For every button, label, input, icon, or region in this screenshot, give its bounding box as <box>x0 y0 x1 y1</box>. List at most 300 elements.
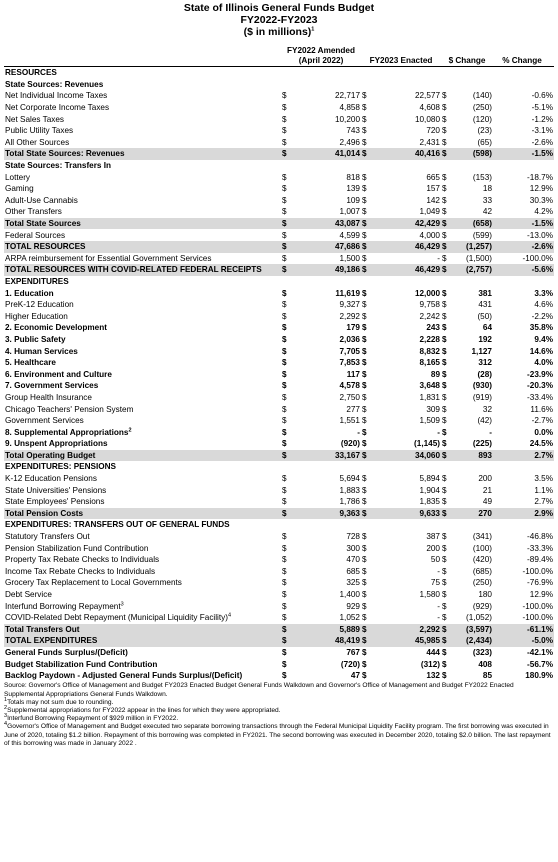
fy2022-value: 685 <box>346 566 360 576</box>
total-row <box>4 508 554 520</box>
change-value: (153) <box>472 172 492 182</box>
change-value: (140) <box>472 91 492 101</box>
pct-change-value: -2.6% <box>493 241 554 253</box>
table-row <box>4 392 554 404</box>
dollar-sign: $ <box>362 601 367 611</box>
fy2023-value: 4,608 <box>419 103 440 113</box>
table-row <box>4 496 554 508</box>
fy2022-value: 300 <box>346 543 360 553</box>
fy2023-value <box>375 67 441 79</box>
change-value <box>453 276 493 288</box>
change-value: (599) <box>472 230 492 240</box>
dollar-sign: $ <box>442 126 447 136</box>
dollar-sign: $ <box>362 323 367 333</box>
change-value: 270 <box>453 508 493 520</box>
change-value: 200 <box>478 474 492 484</box>
pct-change-value: 3.5% <box>534 474 553 484</box>
pct-change-value: 180.9% <box>525 671 553 681</box>
section-header-row <box>4 160 554 172</box>
table-row <box>4 531 554 543</box>
fy2022-value <box>295 67 361 79</box>
dollar-sign: $ <box>281 264 295 276</box>
dollar-sign: $ <box>442 91 447 101</box>
dollar-sign: $ <box>282 485 287 495</box>
fy2023-value <box>375 276 441 288</box>
dollar-sign: $ <box>362 126 367 136</box>
dollar-sign: $ <box>361 450 375 462</box>
fy2022-value <box>295 160 361 172</box>
table-row <box>4 368 554 380</box>
change-value: 893 <box>453 450 493 462</box>
dollar-sign: $ <box>362 300 367 310</box>
table-row <box>4 380 554 392</box>
row-label: 3. Public Safety <box>5 334 66 344</box>
dollar-sign: $ <box>282 253 287 263</box>
row-label: Total State Sources <box>4 218 281 230</box>
pct-change-value: 2.7% <box>493 450 554 462</box>
fy2022-value: 49,186 <box>295 264 361 276</box>
table-row <box>4 171 554 183</box>
fy2022-value: 2,292 <box>339 311 360 321</box>
row-label: Adult-Use Cannabis <box>5 195 78 205</box>
row-label: Debt Service <box>5 590 52 600</box>
dollar-sign: $ <box>282 601 287 611</box>
fy2022-value <box>295 519 361 531</box>
dollar-sign: $ <box>442 485 447 495</box>
change-value: (2,434) <box>453 635 493 647</box>
change-value: (50) <box>477 311 492 321</box>
dollar-sign: $ <box>441 635 453 647</box>
pct-change-value: -61.1% <box>493 624 554 636</box>
footnote-1: $^1$Totals may not sum due to rounding. <box>4 696 114 706</box>
pct-change-value: -100.0% <box>522 253 553 263</box>
change-value: (929) <box>472 601 492 611</box>
table-row <box>4 670 554 682</box>
table-row <box>4 426 554 438</box>
row-label: Net Individual Income Taxes <box>5 91 108 101</box>
fy2023-value: 5,894 <box>419 474 440 484</box>
fy2022-value: 9,363 <box>295 508 361 520</box>
dollar-sign: $ <box>441 450 453 462</box>
row-label: Higher Education <box>5 311 68 321</box>
table-row <box>4 345 554 357</box>
dollar-sign: $ <box>442 207 447 217</box>
fy2023-value: - <box>437 613 440 623</box>
dollar-sign: $ <box>282 532 287 542</box>
change-value: 192 <box>478 334 492 344</box>
pct-change-value: -89.4% <box>527 555 553 565</box>
fy2023-value: 34,060 <box>375 450 441 462</box>
fy2022-value: 325 <box>346 578 360 588</box>
dollar-sign: $ <box>282 288 287 298</box>
table-row <box>4 357 554 369</box>
row-label: Other Transfers <box>5 207 62 217</box>
dollar-sign: $ <box>282 114 287 124</box>
dollar-sign: $ <box>362 172 367 182</box>
pct-change-value: -100.0% <box>522 601 553 611</box>
pct-change-value: 30.3% <box>529 195 553 205</box>
dollar-sign: $ <box>442 381 447 391</box>
fy2022-value: (920) <box>340 439 360 449</box>
dollar-sign: $ <box>441 241 453 253</box>
dollar-sign <box>281 160 295 172</box>
fy2023-value: 8,165 <box>419 358 440 368</box>
dollar-sign: $ <box>361 148 375 160</box>
column-header-pct-change: % Change <box>502 55 542 65</box>
fy2023-value: (1,145) <box>414 439 440 449</box>
row-label: Interfund Borrowing Repayment$^3$ <box>5 600 124 611</box>
dollar-sign: $ <box>362 392 367 402</box>
dollar-sign: $ <box>442 590 447 600</box>
dollar-sign: $ <box>362 578 367 588</box>
dollar-sign <box>441 461 453 473</box>
dollar-sign: $ <box>441 508 453 520</box>
dollar-sign: $ <box>441 624 453 636</box>
change-value <box>453 519 493 531</box>
dollar-sign: $ <box>362 381 367 391</box>
table-row <box>4 612 554 624</box>
fy2023-value: 22,577 <box>414 91 440 101</box>
dollar-sign: $ <box>362 253 367 263</box>
fy2023-value: 40,416 <box>375 148 441 160</box>
row-label: TOTAL RESOURCES WITH COVID-RELATED FEDERAL RECEIPTS <box>4 264 281 276</box>
table-row <box>4 577 554 589</box>
dollar-sign: $ <box>282 230 287 240</box>
row-label: 2. Economic Development <box>5 323 107 333</box>
table-row <box>4 299 554 311</box>
fy2022-value <box>295 79 361 91</box>
dollar-sign: $ <box>442 311 447 321</box>
dollar-sign: $ <box>362 288 367 298</box>
source-note: Source: Governor's Office of Management and Budget FY2023 Enacted Budget General Funds Walkdown and Governor's Office of Management and Budget FY2022 Enacted Supplemental Appropriations General Funds Walkdown. <box>4 682 514 698</box>
dollar-sign <box>361 519 375 531</box>
document-title <box>4 2 554 38</box>
dollar-sign: $ <box>282 369 287 379</box>
fy2023-value: - <box>437 601 440 611</box>
fy2022-value: 179 <box>346 323 360 333</box>
change-value <box>453 461 493 473</box>
dollar-sign: $ <box>442 288 447 298</box>
table-row <box>4 322 554 334</box>
row-label: State Sources: Transfers In <box>5 161 112 171</box>
dollar-sign: $ <box>442 172 447 182</box>
table-row <box>4 195 554 207</box>
dollar-sign: $ <box>281 635 295 647</box>
dollar-sign: $ <box>362 474 367 484</box>
dollar-sign: $ <box>442 369 447 379</box>
pct-change-value: 11.6% <box>530 404 553 414</box>
table-row <box>4 554 554 566</box>
dollar-sign: $ <box>362 532 367 542</box>
pct-change-value: -1.5% <box>493 148 554 160</box>
pct-change-value: -0.6% <box>531 91 553 101</box>
dollar-sign: $ <box>362 647 367 657</box>
row-label: EXPENDITURES <box>5 276 69 286</box>
fy2023-value: 720 <box>426 126 440 136</box>
fy2022-value <box>295 461 361 473</box>
fy2023-value: 1,835 <box>419 497 440 507</box>
row-label: 5. Healthcare <box>5 358 56 368</box>
change-value: (930) <box>472 381 492 391</box>
fy2022-value: 767 <box>346 647 360 657</box>
dollar-sign: $ <box>282 497 287 507</box>
dollar-sign: $ <box>282 404 287 414</box>
table-row <box>4 137 554 149</box>
pct-change-value: -5.1% <box>531 103 553 113</box>
change-value: 85 <box>482 671 492 681</box>
fy2022-value: 2,036 <box>339 334 360 344</box>
table-row <box>4 589 554 601</box>
dollar-sign: $ <box>282 566 287 576</box>
row-label: Chicago Teachers' Pension System <box>5 404 134 414</box>
dollar-sign <box>361 160 375 172</box>
pct-change-value: 4.6% <box>534 300 553 310</box>
dollar-sign: $ <box>442 358 447 368</box>
table-row <box>4 90 554 102</box>
dollar-sign: $ <box>442 300 447 310</box>
pct-change-value: 3.3% <box>534 288 553 298</box>
row-label: Property Tax Rebate Checks to Individuals <box>5 555 160 565</box>
pct-change-value: -33.4% <box>527 392 553 402</box>
dollar-sign: $ <box>442 659 447 669</box>
fy2023-value: 9,758 <box>419 300 440 310</box>
fy2022-value: 48,419 <box>295 635 361 647</box>
dollar-sign: $ <box>362 497 367 507</box>
pct-change-value <box>493 67 554 79</box>
dollar-sign: $ <box>282 103 287 113</box>
row-label: Group Health Insurance <box>5 392 92 402</box>
dollar-sign: $ <box>282 137 287 147</box>
dollar-sign: $ <box>282 613 287 623</box>
fy2022-value: 5,694 <box>339 474 360 484</box>
fy2023-value: 1,831 <box>419 392 440 402</box>
fy2022-value: 47 <box>350 671 360 681</box>
dollar-sign: $ <box>281 624 295 636</box>
fy2023-value: - <box>437 427 440 437</box>
pct-change-value: -100.0% <box>522 613 553 623</box>
change-value: (3,597) <box>453 624 493 636</box>
table-row <box>4 484 554 496</box>
change-value: 64 <box>482 323 492 333</box>
dollar-sign: $ <box>282 474 287 484</box>
fy2022-value: 728 <box>346 532 360 542</box>
dollar-sign: $ <box>442 253 447 263</box>
row-label: Backlog Paydown - Adjusted General Funds Surplus/(Deficit) <box>5 671 243 681</box>
fy2023-value: 243 <box>426 323 440 333</box>
fy2023-value: 46,429 <box>375 241 441 253</box>
fy2023-value <box>375 461 441 473</box>
section-header-row <box>4 79 554 91</box>
fy2023-value: 132 <box>426 671 440 681</box>
change-value: 431 <box>478 300 492 310</box>
change-value <box>453 79 493 91</box>
total-row <box>4 624 554 636</box>
row-label: K-12 Education Pensions <box>5 474 97 484</box>
change-value: (1,257) <box>453 241 493 253</box>
pct-change-value: 24.5% <box>529 439 553 449</box>
total-row <box>4 241 554 253</box>
pct-change-value: -1.2% <box>531 114 553 124</box>
fy2023-value: 142 <box>426 195 440 205</box>
fy2022-value: 22,717 <box>334 91 360 101</box>
fy2022-value: 2,496 <box>339 137 360 147</box>
fy2023-value: 2,292 <box>375 624 441 636</box>
row-label: EXPENDITURES: TRANSFERS OUT OF GENERAL FUNDS <box>5 520 230 530</box>
change-value <box>453 67 493 79</box>
dollar-sign: $ <box>442 392 447 402</box>
change-value: 21 <box>482 485 492 495</box>
dollar-sign: $ <box>362 543 367 553</box>
row-label: 4. Human Services <box>5 346 78 356</box>
dollar-sign: $ <box>361 264 375 276</box>
total-row <box>4 450 554 462</box>
budget-table <box>4 66 554 681</box>
column-header-change: $ Change <box>448 55 486 65</box>
dollar-sign: $ <box>442 439 447 449</box>
table-row <box>4 253 554 265</box>
pct-change-value: 12.9% <box>529 184 553 194</box>
fy2023-value: 50 <box>430 555 440 565</box>
dollar-sign: $ <box>361 508 375 520</box>
row-label: General Funds Surplus/(Deficit) <box>5 647 128 657</box>
change-value <box>453 160 493 172</box>
dollar-sign: $ <box>282 207 287 217</box>
dollar-sign <box>281 461 295 473</box>
table-row <box>4 438 554 450</box>
fy2022-value: 929 <box>346 601 360 611</box>
pct-change-value <box>493 519 554 531</box>
dollar-sign: $ <box>442 184 447 194</box>
dollar-sign: $ <box>442 416 447 426</box>
change-value: (225) <box>472 439 492 449</box>
table-row <box>4 183 554 195</box>
dollar-sign: $ <box>442 346 447 356</box>
row-label: COVID-Related Debt Repayment (Municipal Liquidity Facility)$^4$ <box>5 612 232 623</box>
change-value: (323) <box>472 647 492 657</box>
pct-change-value: 0.0% <box>534 427 553 437</box>
dollar-sign: $ <box>442 427 447 437</box>
table-row <box>4 229 554 241</box>
change-value: (250) <box>472 578 492 588</box>
change-value: (919) <box>472 392 492 402</box>
dollar-sign: $ <box>362 358 367 368</box>
dollar-sign <box>281 79 295 91</box>
fy2022-value: 818 <box>346 172 360 182</box>
fy2022-value: 109 <box>346 195 360 205</box>
fy2022-value: 41,014 <box>295 148 361 160</box>
table-row <box>4 113 554 125</box>
dollar-sign: $ <box>442 334 447 344</box>
dollar-sign: $ <box>282 555 287 565</box>
pct-change-value: 1.1% <box>534 485 553 495</box>
dollar-sign: $ <box>282 647 287 657</box>
dollar-sign: $ <box>362 555 367 565</box>
dollar-sign: $ <box>282 671 287 681</box>
total-row <box>4 264 554 276</box>
dollar-sign: $ <box>362 404 367 414</box>
dollar-sign <box>441 79 453 91</box>
dollar-sign: $ <box>281 508 295 520</box>
pct-change-value: 4.0% <box>534 358 553 368</box>
change-value: (658) <box>453 218 493 230</box>
footnotes <box>4 682 554 748</box>
fy2023-value: 1,904 <box>419 485 440 495</box>
dollar-sign: $ <box>442 578 447 588</box>
row-label: EXPENDITURES: PENSIONS <box>5 462 117 472</box>
table-row <box>4 600 554 612</box>
dollar-sign: $ <box>282 427 287 437</box>
table-row <box>4 287 554 299</box>
dollar-sign: $ <box>362 103 367 113</box>
row-label: Net Sales Taxes <box>5 114 65 124</box>
dollar-sign: $ <box>442 474 447 484</box>
pct-change-value: 2.7% <box>534 497 553 507</box>
fy2023-value: 200 <box>426 543 440 553</box>
dollar-sign: $ <box>362 439 367 449</box>
fy2023-value: 42,429 <box>375 218 441 230</box>
change-value: 1,127 <box>471 346 492 356</box>
change-value: (42) <box>477 416 492 426</box>
dollar-sign: $ <box>362 311 367 321</box>
change-value: (250) <box>472 103 492 113</box>
dollar-sign <box>441 67 453 79</box>
table-row <box>4 403 554 415</box>
change-value: 312 <box>478 358 492 368</box>
fy2023-value: 157 <box>426 184 440 194</box>
row-label: Total Pension Costs <box>4 508 281 520</box>
dollar-sign: $ <box>442 543 447 553</box>
pct-change-value: 12.9% <box>529 590 553 600</box>
dollar-sign: $ <box>362 334 367 344</box>
dollar-sign: $ <box>442 137 447 147</box>
fy2022-value: 4,599 <box>339 230 360 240</box>
change-value: 180 <box>478 590 492 600</box>
dollar-sign: $ <box>362 195 367 205</box>
pct-change-value: 35.8% <box>529 323 553 333</box>
table-row <box>4 566 554 578</box>
pct-change-value: -2.2% <box>531 311 553 321</box>
pct-change-value: -2.7% <box>531 416 553 426</box>
dollar-sign: $ <box>361 624 375 636</box>
change-value: - <box>489 427 492 437</box>
fy2023-value: 3,648 <box>419 381 440 391</box>
pct-change-value: -23.9% <box>527 369 553 379</box>
fy2023-value: - <box>437 253 440 263</box>
fy2022-value: 1,007 <box>339 207 360 217</box>
section-header-row <box>4 276 554 288</box>
change-value: (598) <box>453 148 493 160</box>
dollar-sign: $ <box>282 578 287 588</box>
dollar-sign: $ <box>282 358 287 368</box>
fy2023-value: 1,049 <box>419 207 440 217</box>
dollar-sign <box>281 67 295 79</box>
table-row <box>4 102 554 114</box>
dollar-sign <box>361 461 375 473</box>
dollar-sign: $ <box>442 532 447 542</box>
fy2022-value: 470 <box>346 555 360 565</box>
fy2022-value: 7,705 <box>339 346 360 356</box>
dollar-sign: $ <box>442 404 447 414</box>
fy2022-value: 117 <box>346 369 360 379</box>
dollar-sign <box>441 276 453 288</box>
dollar-sign: $ <box>442 497 447 507</box>
fy2023-value <box>375 160 441 172</box>
table-row <box>4 334 554 346</box>
row-label: 7. Government Services <box>5 381 99 391</box>
change-value: (685) <box>472 566 492 576</box>
row-label: Grocery Tax Replacement to Local Governments <box>5 578 182 588</box>
pct-change-value <box>493 461 554 473</box>
